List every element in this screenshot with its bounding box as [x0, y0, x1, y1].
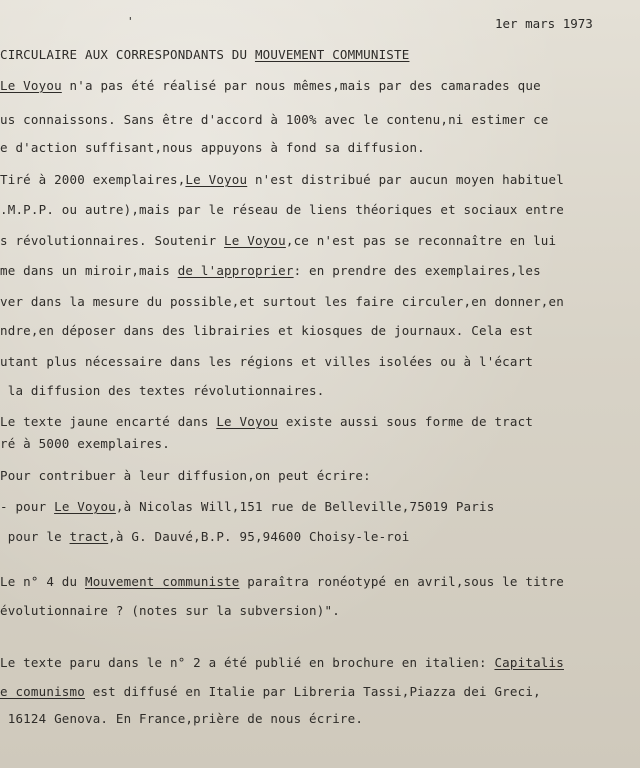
- text-line: [0, 140, 425, 155]
- line-text: pour le: [0, 529, 70, 544]
- line-text: est diffusé en Italie par Libreria Tassi,Piazza dei Greci,: [84, 684, 541, 699]
- line-text: s révolutionnaires. Soutenir: [0, 233, 225, 248]
- line-underlined: Le Voyou: [216, 414, 279, 429]
- line-text: ,ce n'est pas se reconnaître en lui: [285, 233, 557, 248]
- line-text: ré à 5000 exemplaires.: [0, 436, 170, 451]
- line-text: existe aussi sous forme de tract: [278, 414, 534, 429]
- text-line: [0, 202, 564, 217]
- text-line: [0, 354, 533, 369]
- text-line: [0, 529, 409, 544]
- line-text: me dans un miroir,mais: [0, 263, 178, 278]
- heading-prefix: CIRCULAIRE AUX CORRESPONDANTS DU: [0, 47, 255, 62]
- line-text: - pour: [0, 499, 55, 514]
- line-text: Pour contribuer à leur diffusion,on peut écrire:: [0, 468, 371, 483]
- line-text: n'est distribué par aucun moyen habituel: [247, 172, 564, 187]
- line-underlined: Le Voyou: [185, 172, 248, 187]
- line-underlined: Mouvement communiste: [84, 574, 240, 589]
- line-underlined: Le Voyou: [0, 78, 62, 93]
- line-underlined: Le Voyou: [224, 233, 286, 248]
- text-line: [0, 684, 541, 699]
- line-underlined: tract: [69, 529, 109, 544]
- line-text: la diffusion des textes révolutionnaires.: [0, 383, 325, 398]
- text-line: [0, 603, 340, 618]
- text-line: [0, 294, 564, 309]
- line-text: us connaissons. Sans être d'accord à 100% avec le contenu,ni estimer ce: [0, 112, 549, 127]
- text-line: [0, 414, 533, 429]
- text-line: [0, 172, 564, 187]
- text-line: [0, 574, 564, 589]
- line-text: Tiré à 2000 exemplaires,: [0, 172, 186, 187]
- line-text: ,à Nicolas Will,151 rue de Belleville,75019 Paris: [115, 499, 495, 514]
- line-text: Le texte jaune encarté dans: [0, 414, 217, 429]
- line-text: Le n° 4 du: [0, 574, 85, 589]
- text-line: [0, 436, 170, 451]
- tick-mark: ': [127, 15, 134, 28]
- document-heading: [0, 47, 409, 62]
- document-date: 1er mars 1973: [495, 16, 593, 31]
- line-text: .M.P.P. ou autre),mais par le réseau de liens théoriques et sociaux entre: [0, 202, 564, 217]
- line-text: Le texte paru dans le n° 2 a été publié en brochure en italien:: [0, 655, 495, 670]
- text-line: [0, 711, 363, 726]
- line-text: 16124 Genova. En France,prière de nous écrire.: [0, 711, 364, 726]
- text-line: [0, 263, 541, 278]
- line-text: évolutionnaire ? (notes sur la subversion)".: [0, 603, 340, 618]
- text-line: [0, 468, 371, 483]
- text-line: [0, 112, 549, 127]
- text-line: [0, 323, 533, 338]
- line-underlined: e comunismo: [0, 684, 85, 699]
- line-text: utant plus nécessaire dans les régions et villes isolées ou à l'écart: [0, 354, 534, 369]
- line-text: n'a pas été réalisé par nous mêmes,mais par des camarades que: [61, 78, 541, 93]
- text-line: [0, 655, 564, 670]
- text-line: [0, 499, 494, 514]
- line-text: ,à G. Dauvé,B.P. 95,94600 Choisy-le-roi: [108, 529, 410, 544]
- text-line: [0, 233, 556, 248]
- line-underlined: Capitalis: [494, 655, 564, 670]
- line-text: e d'action suffisant,nous appuyons à fond sa diffusion.: [0, 140, 425, 155]
- line-text: ndre,en déposer dans des librairies et kiosques de journaux. Cela est: [0, 323, 534, 338]
- line-text: ver dans la mesure du possible,et surtout les faire circuler,en donner,en: [0, 294, 564, 309]
- text-line: [0, 383, 324, 398]
- heading-underlined: MOUVEMENT COMMUNISTE: [254, 47, 410, 62]
- line-text: : en prendre des exemplaires,les: [293, 263, 541, 278]
- text-line: [0, 78, 541, 93]
- line-underlined: de l'approprier: [177, 263, 294, 278]
- line-text: paraîtra ronéotypé en avril,sous le titre: [239, 574, 564, 589]
- line-underlined: Le Voyou: [54, 499, 116, 514]
